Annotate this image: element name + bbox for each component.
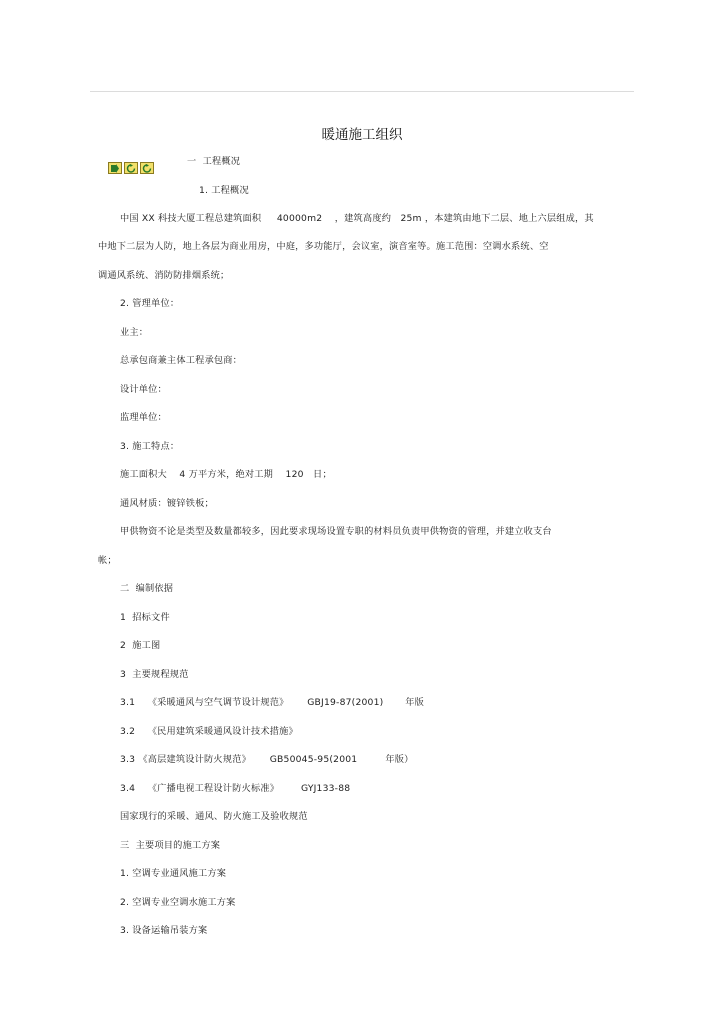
subheading: 3. 施工特点： bbox=[120, 441, 180, 452]
list-item: 2 施工图 bbox=[120, 640, 161, 651]
toolbar bbox=[108, 162, 154, 174]
paragraph-line: 设计单位： bbox=[120, 384, 167, 395]
paragraph-line: 调通风系统、消防防排烟系统； bbox=[98, 270, 230, 281]
list-item: 3.2 《民用建筑采暖通风设计技术措施》 bbox=[120, 726, 298, 737]
paragraph-line: 监理单位： bbox=[120, 412, 167, 423]
list-item: 3 主要规程规范 bbox=[120, 669, 189, 680]
arrow-right-icon[interactable] bbox=[108, 162, 122, 174]
section-heading: 一 工程概况 bbox=[187, 156, 241, 167]
subheading: 1. 工程概况 bbox=[199, 185, 249, 196]
paragraph-line: 施工面积大 4 万平方米，绝对工期 120 日； bbox=[120, 469, 332, 480]
paragraph-line: 中地下二层为人防，地上各层为商业用房，中庭，多功能厅，会议室，演音室等。施工范围：空调水系统、空 bbox=[98, 241, 549, 252]
paragraph-line: 帐； bbox=[98, 555, 117, 566]
paragraph-line: 业主： bbox=[120, 327, 149, 338]
page-top-rule bbox=[90, 91, 634, 92]
section-heading: 三 主要项目的施工方案 bbox=[120, 840, 221, 851]
section-heading: 二 编制依据 bbox=[120, 583, 174, 594]
list-item: 1. 空调专业通风施工方案 bbox=[120, 868, 227, 879]
paragraph-line: 中国 XX 科技大厦工程总建筑面积 40000m2 ，建筑高度约 25m ，本建筑由地下二层、地上六层组成，其 bbox=[120, 213, 594, 224]
document-title: 暖通施工组织 bbox=[321, 127, 403, 143]
list-item: 3.1 《采暖通风与空气调节设计规范》 GBJ19-87(2001) 年版 bbox=[120, 697, 425, 708]
list-item: 3. 设备运输吊装方案 bbox=[120, 925, 208, 936]
subheading: 2. 管理单位： bbox=[120, 298, 180, 309]
refresh-icon[interactable] bbox=[140, 162, 154, 174]
paragraph-line: 国家现行的采暖、通风、防火施工及验收规范 bbox=[120, 811, 308, 822]
list-item: 3.3 《高层建筑设计防火规范》 GB50045-95(2001 年版） bbox=[120, 754, 414, 765]
paragraph-line: 总承包商兼主体工程承包商： bbox=[120, 355, 243, 366]
list-item: 1 招标文件 bbox=[120, 612, 170, 623]
paragraph-line: 通风材质：镀锌铁板； bbox=[120, 498, 214, 509]
list-item: 3.4 《广播电视工程设计防火标准》 GYJ133-88 bbox=[120, 783, 351, 794]
list-item: 2. 空调专业空调水施工方案 bbox=[120, 897, 236, 908]
refresh-icon[interactable] bbox=[124, 162, 138, 174]
paragraph-line: 甲供物资不论是类型及数量都较多，因此要求现场设置专职的材料员负责甲供物资的管理，并建立收支台 bbox=[120, 526, 552, 537]
